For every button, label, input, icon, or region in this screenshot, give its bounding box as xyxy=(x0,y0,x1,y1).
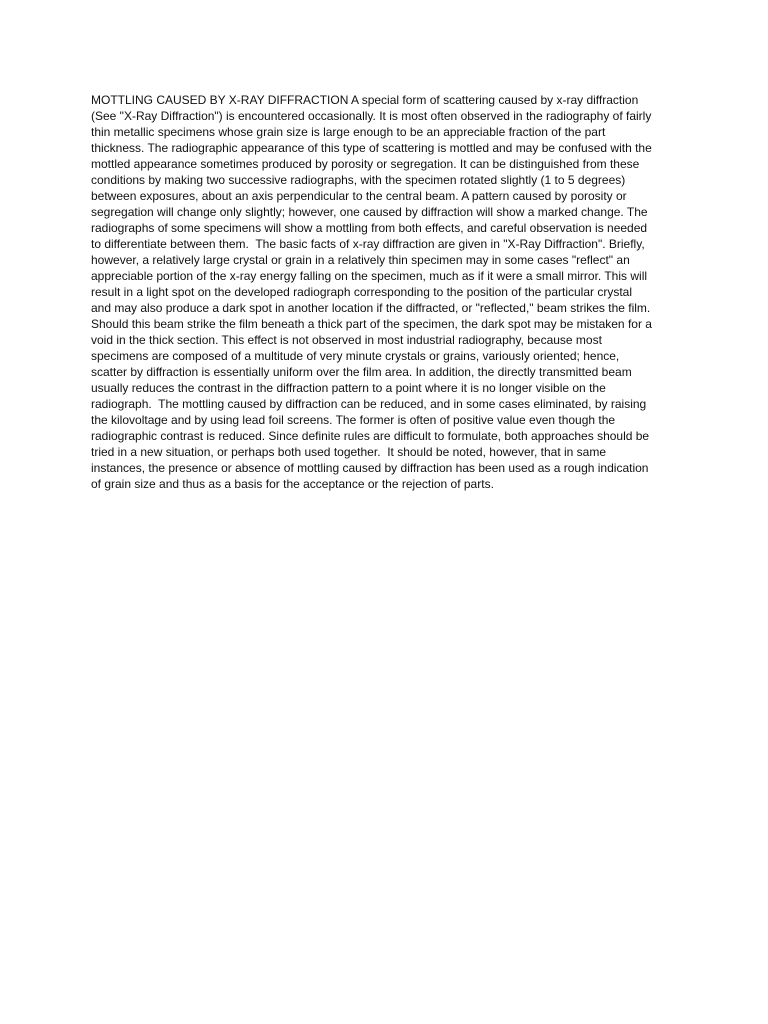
text-line: (See "X-Ray Diffraction") is encountered occasionally. It is most often observed in the radiography of fairly xyxy=(91,109,652,123)
text-line: MOTTLING CAUSED BY X-RAY DIFFRACTION A special form of scattering caused by x-ray diffraction xyxy=(91,93,639,107)
text-line: to differentiate between them. The basic facts of x-ray diffraction are given in "X-Ray Diffraction". Briefly, xyxy=(91,237,645,251)
text-line: instances, the presence or absence of mottling caused by diffraction has been used as a rough indication xyxy=(91,461,649,475)
text-line: conditions by making two successive radiographs, with the specimen rotated slightly (1 to 5 degrees) xyxy=(91,173,626,187)
text-line: appreciable portion of the x-ray energy falling on the specimen, much as if it were a small mirror. This will xyxy=(91,269,648,283)
text-line: thickness. The radiographic appearance of this type of scattering is mottled and may be confused with the xyxy=(91,141,652,155)
text-line: of grain size and thus as a basis for the acceptance or the rejection of parts. xyxy=(91,477,494,491)
body-paragraph xyxy=(91,92,687,492)
text-line: Should this beam strike the film beneath a thick part of the specimen, the dark spot may be mistaken for a xyxy=(91,317,652,331)
text-line: void in the thick section. This effect is not observed in most industrial radiography, because most xyxy=(91,333,602,347)
text-line: between exposures, about an axis perpendicular to the central beam. A pattern caused by porosity or xyxy=(91,189,627,203)
text-line: usually reduces the contrast in the diffraction pattern to a point where it is no longer visible on the xyxy=(91,381,606,395)
text-line: result in a light spot on the developed radiograph corresponding to the position of the particular crystal xyxy=(91,285,632,299)
text-line: specimens are composed of a multitude of very minute crystals or grains, variously oriented; hence, xyxy=(91,349,620,363)
text-line: mottled appearance sometimes produced by porosity or segregation. It can be distinguished from these xyxy=(91,157,640,171)
text-line: however, a relatively large crystal or grain in a relatively thin specimen may in some cases "reflect" an xyxy=(91,253,630,267)
text-line: segregation will change only slightly; however, one caused by diffraction will show a marked change. The xyxy=(91,205,648,219)
text-line: radiographic contrast is reduced. Since definite rules are difficult to formulate, both approaches should be xyxy=(91,429,650,443)
text-line: scatter by diffraction is essentially uniform over the film area. In addition, the directly transmitted beam xyxy=(91,365,632,379)
text-line: and may also produce a dark spot in another location if the diffracted, or "reflected," beam strikes the film. xyxy=(91,301,651,315)
text-line: radiographs of some specimens will show a mottling from both effects, and careful observation is needed xyxy=(91,221,648,235)
text-line: thin metallic specimens whose grain size is large enough to be an appreciable fraction of the part xyxy=(91,125,606,139)
text-line: the kilovoltage and by using lead foil screens. The former is often of positive value even though the xyxy=(91,413,616,427)
text-line: radiograph. The mottling caused by diffraction can be reduced, and in some cases eliminated, by raising xyxy=(91,397,647,411)
text-line: tried in a new situation, or perhaps both used together. It should be noted, however, that in same xyxy=(91,445,606,459)
